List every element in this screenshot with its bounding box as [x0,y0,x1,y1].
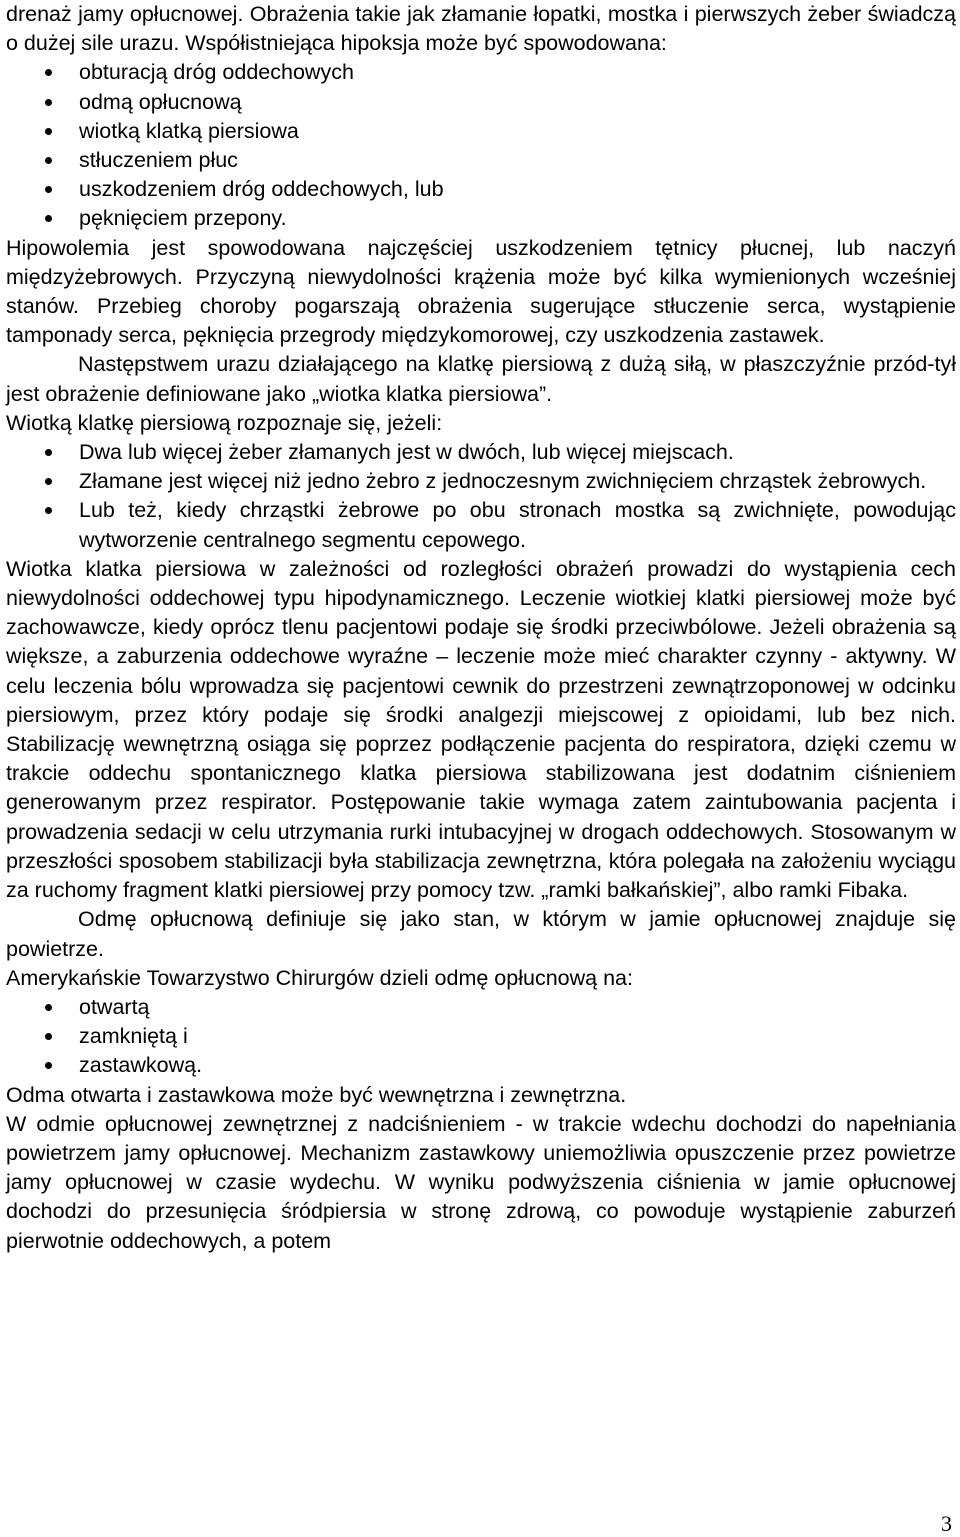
list-item: Lub też, kiedy chrząstki żebrowe po obu stronach mostka są zwichnięte, powodując wytworzenie centralnego segmentu cepowego. [6,496,956,554]
bullet-icon [45,69,52,76]
paragraph-hypovolemia: Hipowolemia jest spowodowana najczęściej uszkodzeniem tętnicy płucnej, lub naczyń międzyżebrowych. Przyczyną niewydolności krążenia może być kilka wymienionych wcześniej stanów. Przebieg choroby pogarszają obrażenia sugerujące stłuczenie serca, wystąpienie tamponady serca, pęknięcia przegrody międzykomorowej, czy uszkodzenia zastawek. [6,235,956,348]
paragraph-flail-chest-criteria: Wiotką klatkę piersiową rozpoznaje się, jeżeli: [6,410,443,435]
paragraph-flail-chest-def: Następstwem urazu działającego na klatkę piersiową z dużą siłą, w płaszczyźnie przód-tył jest obrażenie definiowane jako „wiotka klatka piersiowa”. [6,352,956,406]
list-item: Złamane jest więcej niż jedno żebro z jednoczesnym zwichnięciem chrząstek żebrowych. [6,467,956,496]
paragraph-pneumothorax-def: Odmę opłucnową definiuje się jako stan, w którym w jamie opłucnowej znajduje się powietrze. [6,907,956,961]
bullet-icon [45,507,52,514]
list-item: pęknięciem przepony. [6,204,956,233]
bullet-icon [45,1004,52,1011]
paragraph-tension-pneumothorax: W odmie opłucnowej zewnętrznej z nadciśnieniem - w trakcie wdechu dochodzi do napełniania powietrzem jamy opłucnowej. Mechanizm zastawkowy uniemożliwia opuszczenie przez powietrze jamy opłucnowej w czasie wydechu. W wyniku podwyższenia ciśnienia w jamie opłucnowej dochodzi do przesunięcia śródpiersia w stronę zdrową, co powoduje wystąpienie zaburzeń pierwotnie oddechowych, a potem [6,1111,956,1253]
bullet-icon [45,1033,52,1040]
paragraph-open-valve: Odma otwarta i zastawkowa może być wewnętrzna i zewnętrzna. [6,1082,627,1107]
list-item: otwartą [6,993,956,1022]
bullet-icon [45,157,52,164]
paragraph-flail-chest-treatment: Wiotka klatka piersiowa w zależności od rozległości obrażeń prowadzi do wystąpienia cech niewydolności oddechowej typu hipodynamicznego. Leczenie wiotkiej klatki piersiowej może być zachowawcze, kiedy oprócz tlenu pacjentowi podaje się środki przeciwbólowe. Jeżeli obrażenia są większe, a zaburzenia oddechowe wyraźne – leczenie może mieć charakter czynny - aktywny. W celu leczenia bólu wprowadza się pacjentowi cewnik do przestrzeni zewnątrzoponowej w odcinku piersiowym, przez który podaje się środki analgezji miejscowej z opioidami, lub bez nich. Stabilizację wewnętrzną osiąga się poprzez podłączenie pacjenta do respiratora, dzięki czemu w trakcie oddechu spontanicznego klatka piersiowa stabilizowana jest dodatnim ciśnieniem generowanym przez respirator. Postępowanie takie wymaga zatem zaintubowania pacjenta i prowadzenia sedacji w celu utrzymania rurki intubacyjnej w drogach oddechowych. Stosowanym w przeszłości sposobem stabilizacji była stabilizacja zewnętrzna, która polegała na założeniu wyciągu za ruchomy fragment klatki piersiowej przy pomocy tzw. „ramki bałkańskiej”, albo ramki Fibaka. [6,556,956,903]
list-item: zastawkową. [6,1051,956,1080]
list-item: stłuczeniem płuc [6,146,956,175]
bullet-icon [45,478,52,485]
list-item: uszkodzeniem dróg oddechowych, lub [6,175,956,204]
document-page [6,0,956,1256]
paragraph-intro: drenaż jamy opłucnowej. Obrażenia takie jak złamanie łopatki, mostka i pierwszych żeber świadczą o dużej sile urazu. Współistniejąca hipoksja może być spowodowana: [6,2,956,56]
bullet-icon [45,1062,52,1069]
pneumothorax-types-list [6,993,956,1081]
bullet-icon [45,99,52,106]
flail-chest-criteria-list [6,438,956,555]
bullet-icon [45,215,52,222]
list-item: obturacją dróg oddechowych [6,58,956,87]
list-item: zamkniętą i [6,1022,956,1051]
list-item: Dwa lub więcej żeber złamanych jest w dwóch, lub więcej miejscach. [6,438,956,467]
bullet-icon [45,128,52,135]
page-number: 3 [941,1511,952,1536]
list-item: odmą opłucnową [6,88,956,117]
bullet-icon [45,449,52,456]
paragraph-classification: Amerykańskie Towarzystwo Chirurgów dzieli odmę opłucnową na: [6,965,633,990]
list-item: wiotką klatką piersiowa [6,117,956,146]
hypoxia-causes-list [6,58,956,233]
bullet-icon [45,186,52,193]
